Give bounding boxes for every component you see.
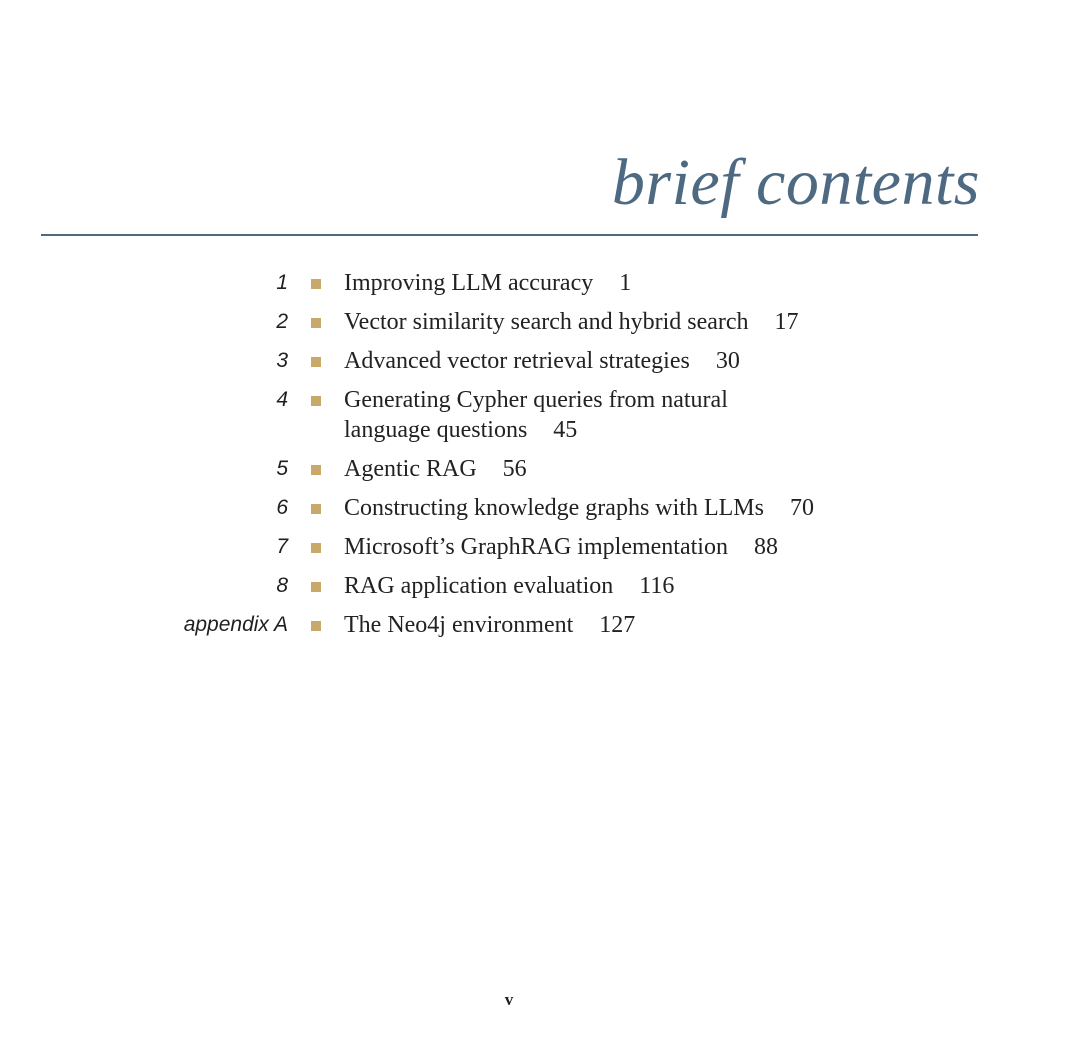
chapter-title[interactable]: The Neo4j environment	[344, 612, 574, 638]
chapter-page: 1	[619, 270, 632, 296]
bullet-icon	[288, 610, 344, 631]
toc-entry-6[interactable]	[0, 493, 1066, 523]
toc-entry-1[interactable]	[0, 268, 1066, 298]
chapter-page: 45	[553, 417, 578, 443]
table-of-contents	[0, 268, 1066, 649]
chapter-number: 5	[276, 457, 288, 480]
bullet-icon	[288, 268, 344, 289]
toc-entry-5[interactable]	[0, 454, 1066, 484]
chapter-page: 116	[639, 573, 675, 599]
chapter-page: 127	[599, 612, 636, 638]
chapter-title[interactable]: Vector similarity search and hybrid search	[344, 309, 749, 335]
chapter-page: 88	[753, 534, 778, 560]
bullet-icon	[288, 454, 344, 475]
chapter-title[interactable]: Generating Cypher queries from natural language questions	[344, 387, 728, 443]
chapter-number: 6	[276, 496, 288, 519]
chapter-number: 1	[276, 271, 288, 294]
chapter-title[interactable]: Improving LLM accuracy	[344, 270, 594, 296]
chapter-number: 4	[276, 388, 288, 411]
page-title: brief contents	[611, 146, 980, 219]
toc-entry-2[interactable]	[0, 307, 1066, 337]
toc-entry-3[interactable]	[0, 346, 1066, 376]
bullet-icon	[288, 346, 344, 367]
chapter-title[interactable]: Advanced vector retrieval strategies	[344, 348, 690, 374]
chapter-number: 2	[276, 310, 288, 333]
toc-entry-8[interactable]	[0, 571, 1066, 601]
bullet-icon	[288, 532, 344, 553]
bullet-icon	[288, 571, 344, 592]
chapter-title[interactable]: Constructing knowledge graphs with LLMs	[344, 495, 764, 521]
chapter-page: 70	[789, 495, 814, 521]
chapter-title[interactable]: Microsoft’s GraphRAG implementation	[344, 534, 728, 560]
chapter-title[interactable]: Agentic RAG	[344, 456, 477, 482]
title-divider	[41, 234, 978, 236]
bullet-icon	[288, 385, 344, 406]
chapter-page: 17	[774, 309, 799, 335]
page-number: v	[504, 990, 514, 1009]
toc-entry-appendix-a[interactable]	[0, 610, 1066, 640]
bullet-icon	[288, 307, 344, 328]
chapter-number: 7	[276, 535, 288, 558]
chapter-page: 30	[715, 348, 740, 374]
toc-entry-7[interactable]	[0, 532, 1066, 562]
chapter-number: 3	[276, 349, 288, 372]
chapter-title[interactable]: RAG application evaluation	[344, 573, 614, 599]
appendix-label: appendix A	[183, 613, 288, 636]
chapter-page: 56	[502, 456, 527, 482]
toc-entry-4[interactable]	[0, 385, 1066, 445]
bullet-icon	[288, 493, 344, 514]
chapter-number: 8	[276, 574, 288, 597]
